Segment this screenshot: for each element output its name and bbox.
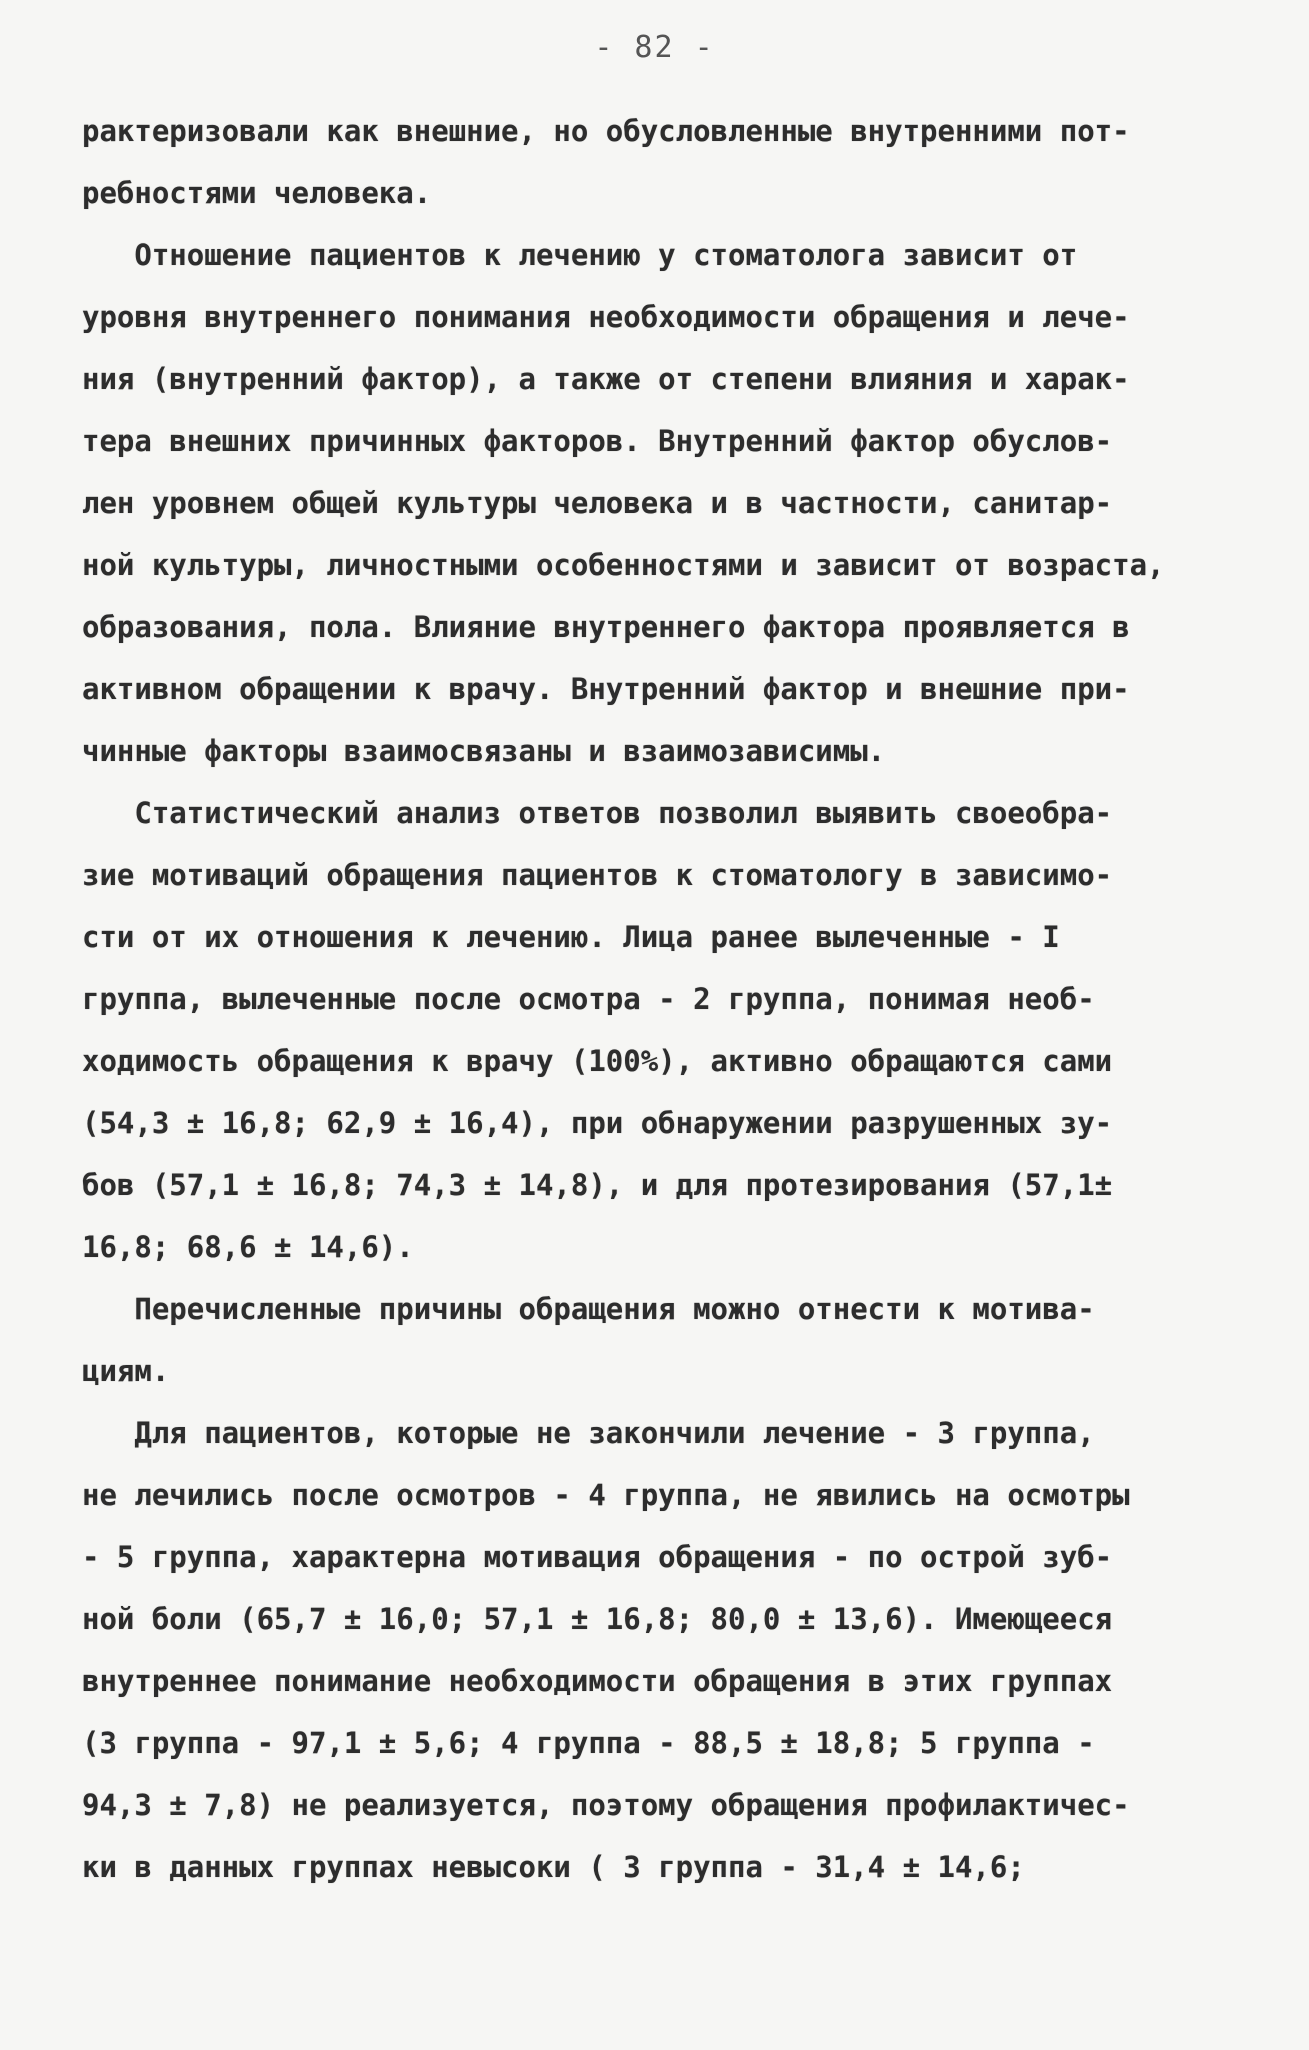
text-line: внутреннее понимание необходимости обращения в этих группах — [82, 1664, 1113, 1698]
text-line: активном обращении к врачу. Внутренний фактор и внешние при- — [82, 672, 1130, 706]
text-line: ребностями человека. — [82, 176, 432, 210]
text-line: циям. — [82, 1354, 170, 1388]
body-text — [82, 100, 1242, 1898]
text-line: (54,3 ± 16,8; 62,9 ± 16,4), при обнаружении разрушенных зу- — [82, 1106, 1113, 1140]
text-line: рактеризовали как внешние, но обусловленные внутренними пот- — [82, 114, 1130, 148]
text-line: Для пациентов, которые не закончили лечение - 3 группа, — [82, 1416, 1095, 1450]
text-line: Статистический анализ ответов позволил выявить своеобра- — [82, 796, 1113, 830]
text-line: лен уровнем общей культуры человека и в частности, санитар- — [82, 486, 1113, 520]
page-number: - 82 - — [594, 30, 715, 65]
text-line: образования, пола. Влияние внутреннего фактора проявляется в — [82, 610, 1130, 644]
text-line: чинные факторы взаимосвязаны и взаимозависимы. — [82, 734, 886, 768]
text-line: ния (внутренний фактор), а также от степени влияния и харак- — [82, 362, 1130, 396]
text-line: ходимость обращения к врачу (100%), активно обращаются сами — [82, 1044, 1113, 1078]
text-line: 94,3 ± 7,8) не реализуется, поэтому обращения профилактичес- — [82, 1788, 1130, 1822]
text-line: - 5 группа, характерна мотивация обращения - по острой зуб- — [82, 1540, 1113, 1574]
text-line: сти от их отношения к лечению. Лица ранее вылеченные - I — [82, 920, 1060, 954]
text-line: ной боли (65,7 ± 16,0; 57,1 ± 16,8; 80,0 ± 13,6). Имеющееся — [82, 1602, 1113, 1636]
text-line: бов (57,1 ± 16,8; 74,3 ± 14,8), и для протезирования (57,1± — [82, 1168, 1113, 1202]
text-line: не лечились после осмотров - 4 группа, не явились на осмотры — [82, 1478, 1130, 1512]
text-line: уровня внутреннего понимания необходимости обращения и лече- — [82, 300, 1130, 334]
text-line: Перечисленные причины обращения можно отнести к мотива- — [82, 1292, 1095, 1326]
text-line: (3 группа - 97,1 ± 5,6; 4 группа - 88,5 ± 18,8; 5 группа - — [82, 1726, 1095, 1760]
text-line: тера внешних причинных факторов. Внутренний фактор обуслов- — [82, 424, 1113, 458]
text-line: ки в данных группах невысоки ( 3 группа - 31,4 ± 14,6; — [82, 1850, 1025, 1884]
text-line: группа, вылеченные после осмотра - 2 группа, понимая необ- — [82, 982, 1095, 1016]
text-line: зие мотиваций обращения пациентов к стоматологу в зависимо- — [82, 858, 1113, 892]
text-line: ной культуры, личностными особенностями и зависит от возраста, — [82, 548, 1165, 582]
text-line: Отношение пациентов к лечению у стоматолога зависит от — [82, 238, 1078, 272]
text-line: 16,8; 68,6 ± 14,6). — [82, 1230, 414, 1264]
